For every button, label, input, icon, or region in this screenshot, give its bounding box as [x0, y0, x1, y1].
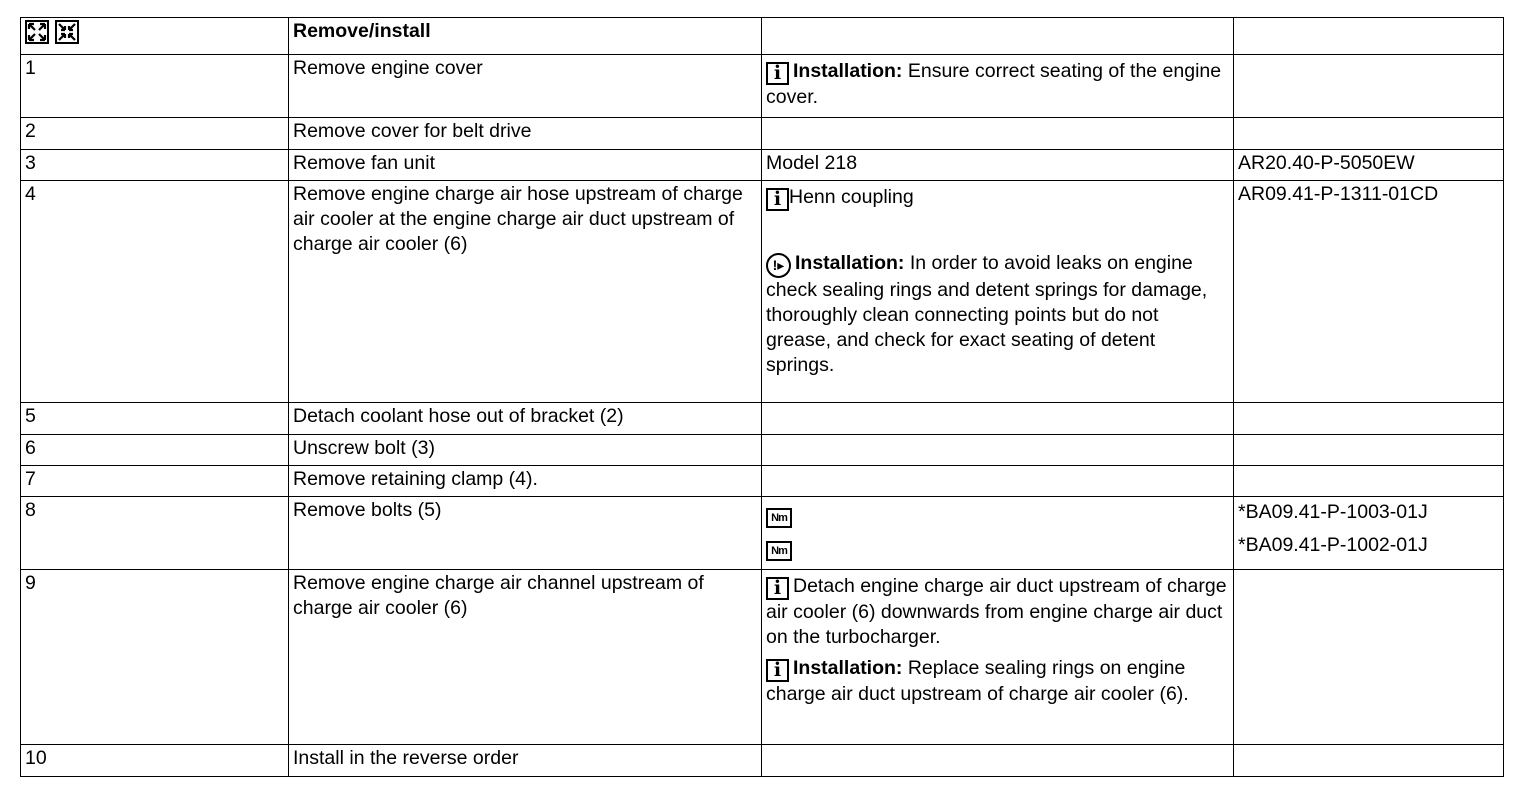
step-refs	[1234, 497, 1504, 570]
step-ref	[1234, 745, 1504, 777]
step-text: Remove engine charge air hose upstream of charge air cooler at the engine charge air duct upstream of charge air cooler (6)	[289, 181, 762, 403]
step-ref	[1234, 466, 1504, 497]
step-text: Remove retaining clamp (4).	[289, 466, 762, 497]
table-row	[21, 570, 1504, 745]
warning-note	[766, 251, 1228, 378]
step-ref	[1234, 435, 1504, 466]
step-text: Install in the reverse order	[289, 745, 762, 777]
step-text: Remove cover for belt drive	[289, 118, 762, 150]
step-note: Model 218	[762, 150, 1234, 181]
info-icon: i	[766, 188, 789, 211]
collapse-all-icon[interactable]	[55, 20, 79, 44]
step-text: Remove bolts (5)	[289, 497, 762, 570]
expand-all-icon[interactable]	[25, 20, 49, 44]
step-text: Remove fan unit	[289, 150, 762, 181]
step-ref-link[interactable]: AR09.41-P-1311-01CD	[1234, 181, 1504, 403]
header-row	[21, 18, 1504, 55]
info-icon: i	[766, 62, 789, 85]
step-number: 7	[21, 466, 289, 497]
step-number: 10	[21, 745, 289, 777]
step-number: 4	[21, 181, 289, 403]
table-row	[21, 55, 1504, 118]
step-text: Unscrew bolt (3)	[289, 435, 762, 466]
note-text: Replace sealing rings on engine charge air duct upstream of charge air cooler (6).	[766, 657, 1189, 705]
info-note	[766, 656, 1228, 707]
table-row	[21, 745, 1504, 777]
step-note	[762, 55, 1234, 118]
step-number: 5	[21, 403, 289, 435]
torque-icon: Nm	[766, 541, 792, 561]
step-number: 1	[21, 55, 289, 118]
step-note	[762, 435, 1234, 466]
header-icons-cell	[21, 18, 289, 55]
note-text: In order to avoid leaks on engine check sealing rings and detent springs for damage, thoroughly clean connecting points but do not grease, and check for exact seating of detent springs.	[766, 252, 1208, 376]
table-row	[21, 466, 1504, 497]
table-row	[21, 435, 1504, 466]
step-text: Detach coolant hose out of bracket (2)	[289, 403, 762, 435]
table-row	[21, 497, 1504, 570]
step-note	[762, 403, 1234, 435]
torque-entry	[766, 500, 1228, 533]
procedure-table	[20, 17, 1504, 777]
note-text: Henn coupling	[789, 186, 914, 208]
step-number: 9	[21, 570, 289, 745]
step-ref	[1234, 118, 1504, 150]
table-row	[21, 118, 1504, 150]
step-ref	[1234, 403, 1504, 435]
step-ref-link[interactable]: AR20.40-P-5050EW	[1234, 150, 1504, 181]
note-text: Ensure correct seating of the engine cover.	[766, 60, 1222, 108]
header-empty-4	[1234, 18, 1504, 55]
caution-icon: !▸	[766, 253, 791, 278]
installation-label: Installation:	[793, 60, 903, 82]
step-text: Remove engine cover	[289, 55, 762, 118]
installation-label: Installation:	[793, 657, 903, 679]
torque-icon: Nm	[766, 508, 792, 528]
table-row	[21, 150, 1504, 181]
info-note	[766, 574, 1228, 650]
step-note	[762, 497, 1234, 570]
step-number: 6	[21, 435, 289, 466]
step-number: 8	[21, 497, 289, 570]
step-number: 3	[21, 150, 289, 181]
step-note	[762, 570, 1234, 745]
info-icon: i	[766, 577, 789, 600]
table-row	[21, 403, 1504, 435]
installation-label: Installation:	[795, 252, 905, 274]
step-number: 2	[21, 118, 289, 150]
step-ref-link[interactable]: *BA09.41-P-1002-01J	[1238, 534, 1428, 556]
step-ref	[1234, 55, 1504, 118]
step-ref	[1234, 570, 1504, 745]
step-note	[762, 466, 1234, 497]
step-note	[762, 745, 1234, 777]
note-text: Detach engine charge air duct upstream of charge air cooler (6) downwards from engine charge air duct on the turbocharger.	[766, 575, 1227, 648]
info-icon: i	[766, 659, 789, 682]
table-row	[21, 181, 1504, 403]
step-ref-link[interactable]: *BA09.41-P-1003-01J	[1238, 501, 1428, 523]
step-note	[762, 181, 1234, 403]
header-title: Remove/install	[289, 18, 762, 55]
header-empty-3	[762, 18, 1234, 55]
torque-entry	[766, 533, 1228, 566]
step-text: Remove engine charge air channel upstream of charge air cooler (6)	[289, 570, 762, 745]
info-note	[766, 185, 1228, 211]
step-note	[762, 118, 1234, 150]
